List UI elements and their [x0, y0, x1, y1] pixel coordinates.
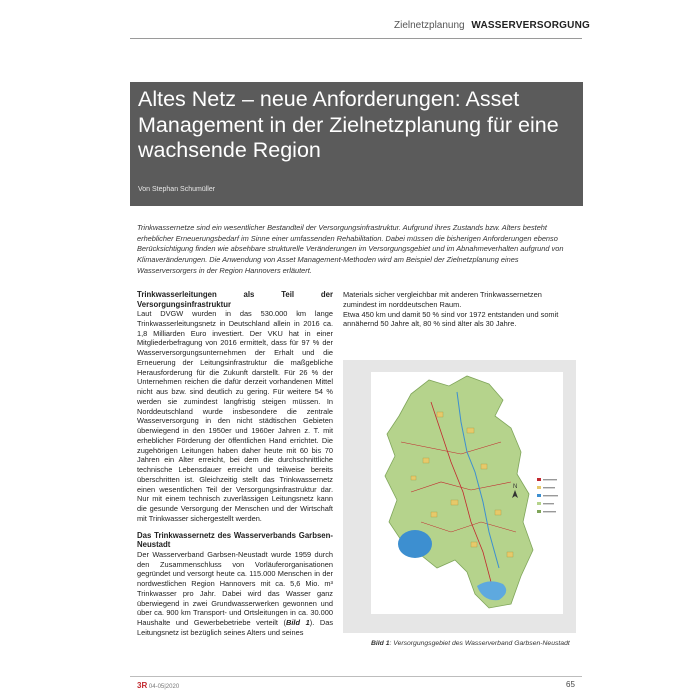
title-banner	[130, 82, 583, 206]
article-intro: Trinkwassernetze sind ein wesentlicher Bestandteil der Versorgungsinfrastruktur. Aufgrund ihres Zustands bzw. Alters besteht erheblicher Erneuerungsbedarf im Sinne einer umfassenden Rehabilitation. Dabei müssen die bisherigen Anforderungen ebenso Berücksichtigung finden wie absehbare strukturelle Veränderungen im Versorgungsgebiet und im Abnahmeverhalten aufgrund von Klimaveränderungen. Die Anwendung von Asset Management-Methoden wird am Beispiel der Zielnetzplanung eines Wasserversorgers in der Region Hannovers erläutert.	[137, 223, 564, 275]
article-byline: Von Stephan Schumüller	[138, 186, 216, 193]
header-divider	[130, 38, 582, 39]
section2-text-b: ). Das Leitungsnetz ist bezüglich seines Alters und seines	[137, 618, 334, 637]
section2-heading: Das Trinkwassernetz des Wasserverbands Garbsen-Neustadt	[137, 530, 333, 550]
section2-text	[137, 550, 333, 638]
figure-label: Bild 1	[371, 640, 390, 647]
col2-text-1: Materials sicher vergleichbar mit anderen Trinkwassernetzen zumindest im norddeutschen Raum.	[343, 290, 542, 309]
running-header	[394, 20, 590, 31]
text-column-left	[137, 290, 333, 638]
text-column-right	[343, 290, 574, 329]
section2-text-a: Der Wasserverband Garbsen-Neustadt wurde 1959 durch den Zusammenschluss von Vorläuferorganisationen gegründet und versorgt heute ca. 115.000 Menschen in der nordwestlichen Region Hannovers mit ca. 5,6 Mio. m³ Trinkwasser pro Jahr. Dabei wird das Wasser ganz überwiegend in zwei Grundwasserwerken gewonnen und über ca. 900 km Transport- und Ortsleitungen in ca. 30.000 Haushalte und Gewerbebetriebe verteilt (	[137, 549, 333, 628]
figure-reference: Bild 1	[286, 618, 310, 628]
map-land-area	[385, 376, 533, 608]
footer-divider	[130, 676, 582, 677]
issue-number: 04-05|2020	[148, 684, 180, 690]
map-legend	[537, 478, 558, 513]
header-section: Zielnetzplanung	[394, 20, 465, 31]
map-graphic	[371, 372, 563, 614]
svg-text:N: N	[513, 484, 518, 490]
figure-frame	[343, 360, 576, 633]
figure-caption-text: : Versorgungsgebiet des Wasserverband Garbsen-Neustadt	[389, 640, 570, 647]
page-number: 65	[566, 680, 575, 689]
col2-text-2: Etwa 450 km und damit 50 % sind vor 1972 entstanden und somit annähernd 50 Jahre alt, 80 % sind älter als 30 Jahre.	[343, 309, 559, 329]
article-title: Altes Netz – neue Anforderungen: Asset Management in der Zielnetzplanung für eine wachsende Region	[138, 87, 559, 162]
publication-logo: 3R	[137, 681, 148, 690]
header-topic: WASSERVERSORGUNG	[471, 20, 590, 31]
section1-text: Laut DVGW wurden in das 530.000 km lange Trinkwasserleitungsnetz in Deutschland allein in 2016 ca. 1,8 Milliarden Euro investiert. Der VKU hat in einer Mitgliederbefragung von 2016 ermittelt, dass für 97 % der Wasserversorgungsunternehmen der Erhalt und die Erneuerung der Leitungsinfrastruktur die maßgebliche Herausforderung für die Zukunft darstellt. Für 26 % der Unternehmen reichen die dafür derzeit vorhandenen Mittel nicht aus bzw. sind deutlich zu gering. Für weitere 54 % werden sie zumindest langfristig steigen müssen. In Norddeutschland wurde insbesondere die zentrale Wasserversorgung in den nicht städtischen Gebieten überwiegend in den 1950er und 1960er Jahren z. T. mit erheblicher Förderung der öffentlichen Hand errichtet. Die zugehörigen Leitungen haben daher heute mit 60 bis 70 Jahren ein Alter erreicht, bei dem die durchschnittliche technische Lebensdauer erreicht und teilweise bereits überschritten ist. Gleichzeitig stellt das Trinkwassernetz einen wesentlichen Teil der Versorgungsinfrastruktur dar. Nur mit einem technisch zuverlässigen Leitungsnetz kann die gesunde Versorgung der Menschen und der Wirtschaft mit Trinkwasser sichergestellt werden.	[137, 309, 333, 523]
map-lake	[398, 530, 432, 558]
supply-area-map	[371, 372, 563, 614]
section1-heading: Trinkwasserleitungen als Teil der Versorgungsinfrastruktur	[137, 290, 333, 309]
figure-caption	[371, 640, 570, 647]
footer-issue-info	[137, 681, 179, 690]
